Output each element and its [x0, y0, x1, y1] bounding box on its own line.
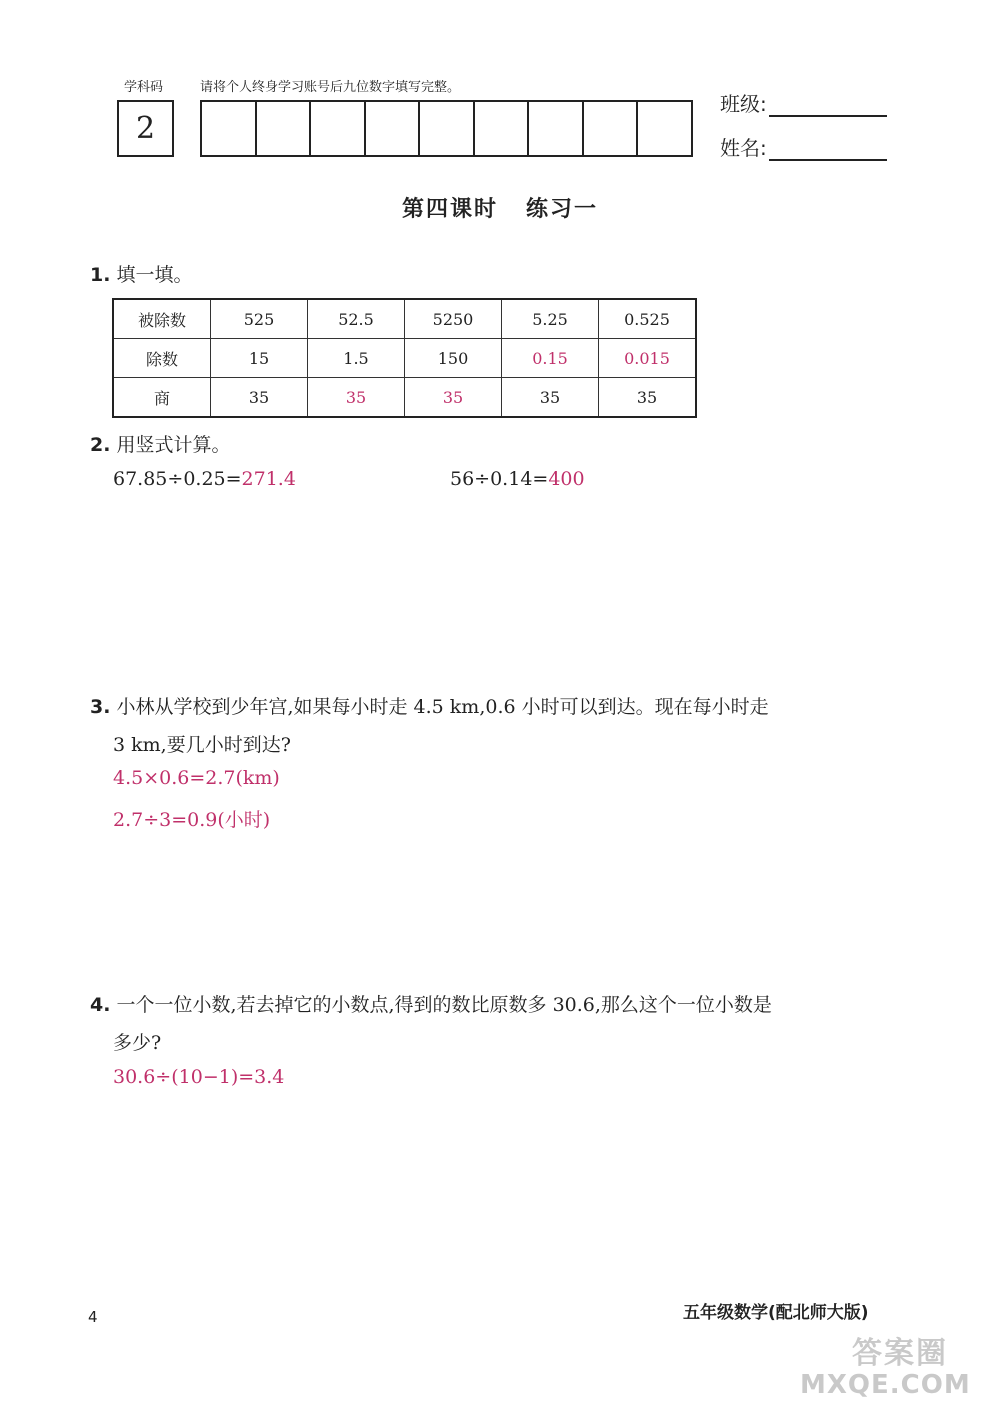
table-row [113, 299, 696, 339]
question-1-prompt [90, 260, 192, 287]
question-number: 2. [90, 434, 111, 456]
account-instruction: 请将个人终身学习账号后九位数字填写完整。 [200, 80, 461, 95]
row-label: 被除数 [113, 299, 211, 339]
table-cell: 150 [405, 339, 502, 378]
page-number: 4 [88, 1308, 98, 1326]
book-title: 五年级数学(配北师大版) [683, 1303, 869, 1323]
account-digit-box[interactable] [202, 102, 257, 155]
title-part2: 练习一 [526, 197, 599, 222]
table-cell: 52.5 [308, 299, 405, 339]
table-cell: 15 [211, 339, 308, 378]
question-number: 1. [90, 264, 111, 286]
row-label: 除数 [113, 339, 211, 378]
watermark-logo: 答案圈 [852, 1336, 948, 1371]
question-3-line2: 3 km,要几小时到达? [113, 734, 291, 756]
question-text: 用竖式计算。 [116, 434, 231, 456]
page-title [0, 192, 1000, 223]
table-cell: 0.525 [599, 299, 697, 339]
table-row [113, 339, 696, 378]
subject-code-box [117, 100, 174, 157]
question-2-prompt [90, 430, 230, 457]
name-blank[interactable] [769, 141, 887, 161]
account-digit-box[interactable] [366, 102, 421, 155]
class-label: 班级: [720, 92, 767, 116]
name-field[interactable] [720, 132, 887, 161]
question-line: 小林从学校到少年宫,如果每小时走 4.5 km,0.6 小时可以到达。现在每小时走 [116, 696, 769, 718]
table-cell: 35 [211, 378, 308, 418]
table-cell: 5.25 [502, 299, 599, 339]
question-number: 3. [90, 696, 111, 718]
table-cell: 525 [211, 299, 308, 339]
account-digit-box[interactable] [475, 102, 530, 155]
account-digit-box[interactable] [420, 102, 475, 155]
table-cell: 35 [502, 378, 599, 418]
answer-line: 2.7÷3=0.9(小时) [113, 809, 271, 831]
subject-code-value: 2 [135, 111, 156, 146]
class-field[interactable] [720, 88, 887, 117]
class-blank[interactable] [769, 97, 887, 117]
table-cell: 1.5 [308, 339, 405, 378]
account-digit-box[interactable] [257, 102, 312, 155]
row-label: 商 [113, 378, 211, 418]
division-table [112, 298, 697, 418]
question-line: 一个一位小数,若去掉它的小数点,得到的数比原数多 30.6,那么这个一位小数是 [116, 994, 772, 1016]
question-4-text [90, 990, 920, 1017]
question-4-line2: 多少? [113, 1032, 162, 1054]
account-digit-box[interactable] [638, 102, 691, 155]
answer-cell: 0.15 [502, 339, 599, 378]
answer-cell: 35 [308, 378, 405, 418]
answer-cell: 35 [405, 378, 502, 418]
answer: 271.4 [241, 468, 296, 490]
calc-expression-1 [113, 468, 296, 490]
name-label: 姓名: [720, 136, 767, 160]
account-digit-box[interactable] [529, 102, 584, 155]
expression: 67.85÷0.25= [113, 468, 242, 490]
calc-expression-2 [450, 468, 585, 490]
account-digit-box[interactable] [584, 102, 639, 155]
answer-cell: 0.015 [599, 339, 697, 378]
expression: 56÷0.14= [450, 468, 549, 490]
table-cell: 35 [599, 378, 697, 418]
question-3-text [90, 692, 920, 719]
answer-line: 4.5×0.6=2.7(km) [113, 767, 280, 789]
question-text: 填一填。 [116, 264, 193, 286]
subject-code-label: 学科码 [124, 80, 164, 95]
answer-line: 30.6÷(10−1)=3.4 [113, 1066, 285, 1088]
table-row [113, 378, 696, 418]
question-number: 4. [90, 994, 111, 1016]
watermark-url: MXQE.COM [800, 1370, 971, 1400]
answer: 400 [548, 468, 585, 490]
title-part1: 第四课时 [401, 197, 498, 222]
account-number-boxes[interactable] [200, 100, 693, 157]
account-digit-box[interactable] [311, 102, 366, 155]
table-cell: 5250 [405, 299, 502, 339]
